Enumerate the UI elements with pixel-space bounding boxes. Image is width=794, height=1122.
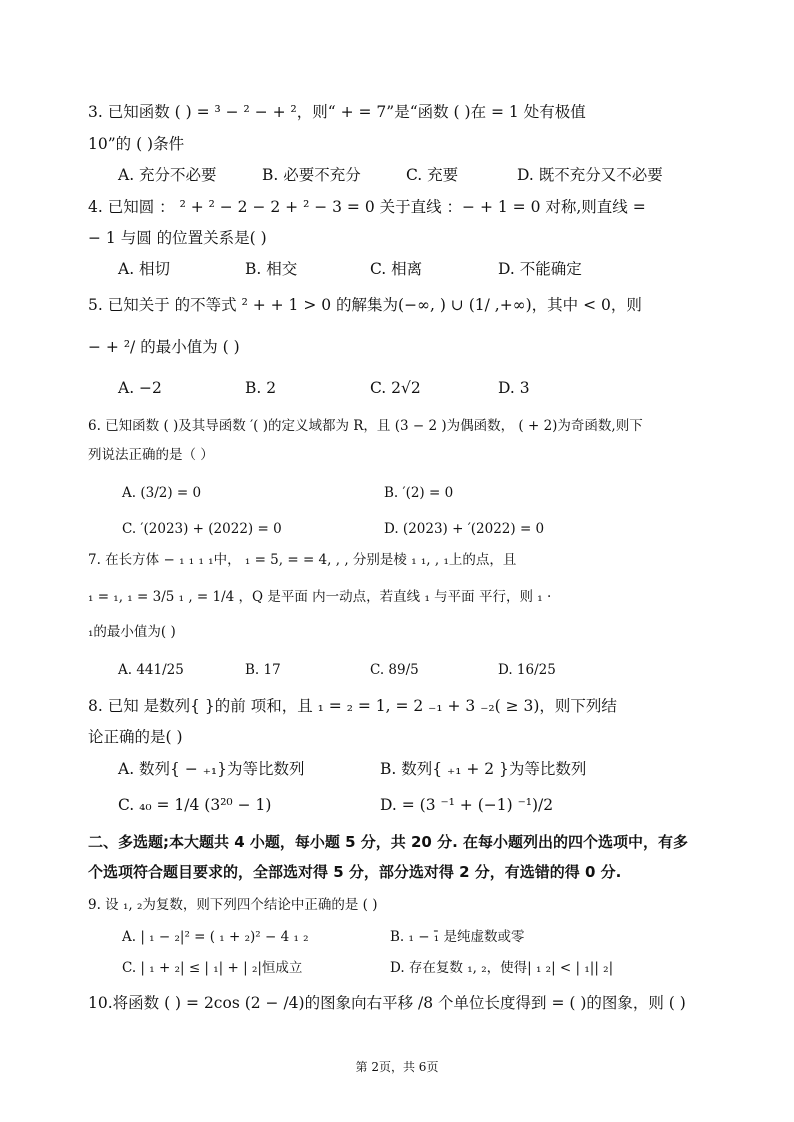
q8-line1: 8. 已知 是数列{ }的前 项和，且 ₁ = ₂ = 1, = 2 ₋₁ + 3 ₋₂( ≥ 3)，则下列结: [88, 697, 617, 715]
q6-option-a: A. (3/2) = 0: [122, 485, 202, 501]
q8-option-c: C. ₄₀ = 1/4 (3²⁰ − 1): [118, 796, 272, 814]
page-number-footer: 第 2页，共 6页: [355, 1060, 439, 1074]
q4-option-b: B. 相交: [245, 260, 298, 278]
section2-heading-line1: 二、多选题;本大题共 4 小题，每小题 5 分，共 20 分. 在每小题列出的四个选项中，有多: [88, 833, 689, 851]
q4-line2: − 1 与圆 的位置关系是( ): [88, 229, 267, 247]
q4-option-a: A. 相切: [118, 260, 171, 278]
q8-option-b: B. 数列{ ₊₁ + 2 }为等比数列: [380, 760, 587, 778]
q7-option-c: C. 89/5: [370, 662, 419, 678]
q8-option-d: D. = (3 ⁻¹ + (−1) ⁻¹)/2: [380, 796, 554, 814]
q6-line1: 6. 已知函数 ( )及其导函数 ′( )的定义域都为 R，且 (3 − 2 )为偶函数， ( + 2)为奇函数,则下: [88, 418, 643, 434]
q9-option-d: D. 存在复数 ₁, ₂，使得| ₁ ₂| < | ₁|| ₂|: [390, 960, 614, 976]
q9-option-b: B. ₁ − ₁̄ 是纯虚数或零: [390, 929, 525, 945]
q7-line2: ₁ = ₁, ₁ = 3/5 ₁ , = 1/4 ，Q 是平面 内一动点，若直线 ₁ 与平面 平行，则 ₁ ·: [88, 589, 552, 605]
q5-option-a: A. −2: [118, 379, 162, 397]
q3-option-a: A. 充分不必要: [118, 166, 217, 184]
q3-line1: 3. 已知函数 ( ) = ³ − ² − + ²，则“ + = 7”是“函数 ( )在 = 1 处有极值: [88, 103, 586, 121]
q8-option-a: A. 数列{ − ₊₁}为等比数列: [118, 760, 305, 778]
q9-line1: 9. 设 ₁, ₂为复数，则下列四个结论中正确的是 ( ): [88, 897, 378, 913]
q5-line1: 5. 已知关于 的不等式 ² + + 1 > 0 的解集为(−∞, ) ∪ (1/ ,+∞)，其中 < 0，则: [88, 296, 642, 314]
q3-option-b: B. 必要不充分: [262, 166, 361, 184]
q3-line2: 10”的 ( )条件: [88, 135, 185, 153]
q10-line1: 10.将函数 ( ) = 2cos (2 − /4)的图象向右平移 /8 个单位长度得到 = ( )的图象，则 ( ): [88, 994, 686, 1012]
q3-option-d: D. 既不充分又不必要: [517, 166, 663, 184]
q7-line1: 7. 在长方体 − ₁ ₁ ₁ ₁中， ₁ = 5, = = 4, , , 分别是棱 ₁ ₁, , ₁上的点，且: [88, 552, 517, 568]
q5-option-c: C. 2√2: [370, 379, 421, 397]
q7-option-d: D. 16/25: [498, 662, 556, 678]
q5-option-b: B. 2: [245, 379, 277, 397]
q6-option-b: B. ′(2) = 0: [384, 485, 454, 501]
q6-line2: 列说法正确的是（ ）: [88, 447, 214, 463]
q4-option-c: C. 相离: [370, 260, 423, 278]
q9-option-c: C. | ₁ + ₂| ≤ | ₁| + | ₂|恒成立: [122, 960, 303, 976]
q5-option-d: D. 3: [498, 379, 530, 397]
q7-line3: ₁的最小值为( ): [88, 624, 176, 640]
q9-option-a: A. | ₁ − ₂|² = ( ₁ + ₂)² − 4 ₁ ₂: [122, 929, 309, 945]
q7-option-a: A. 441/25: [118, 662, 184, 678]
q4-line1: 4. 已知圆 ： ² + ² − 2 − 2 + ² − 3 = 0 关于直线 ：− + 1 = 0 对称,则直线 =: [88, 198, 646, 216]
q3-option-c: C. 充要: [406, 166, 459, 184]
section2-heading-line2: 个选项符合题目要求的，全部选对得 5 分，部分选对得 2 分，有选错的得 0 分.: [88, 863, 622, 881]
q5-line2: − + ²/ 的最小值为 ( ): [88, 338, 240, 356]
q8-line2: 论正确的是( ): [88, 728, 183, 746]
q6-option-c: C. ′(2023) + (2022) = 0: [122, 521, 282, 537]
q4-option-d: D. 不能确定: [498, 260, 582, 278]
q6-option-d: D. (2023) + ′(2022) = 0: [384, 521, 545, 537]
q7-option-b: B. 17: [245, 662, 281, 678]
